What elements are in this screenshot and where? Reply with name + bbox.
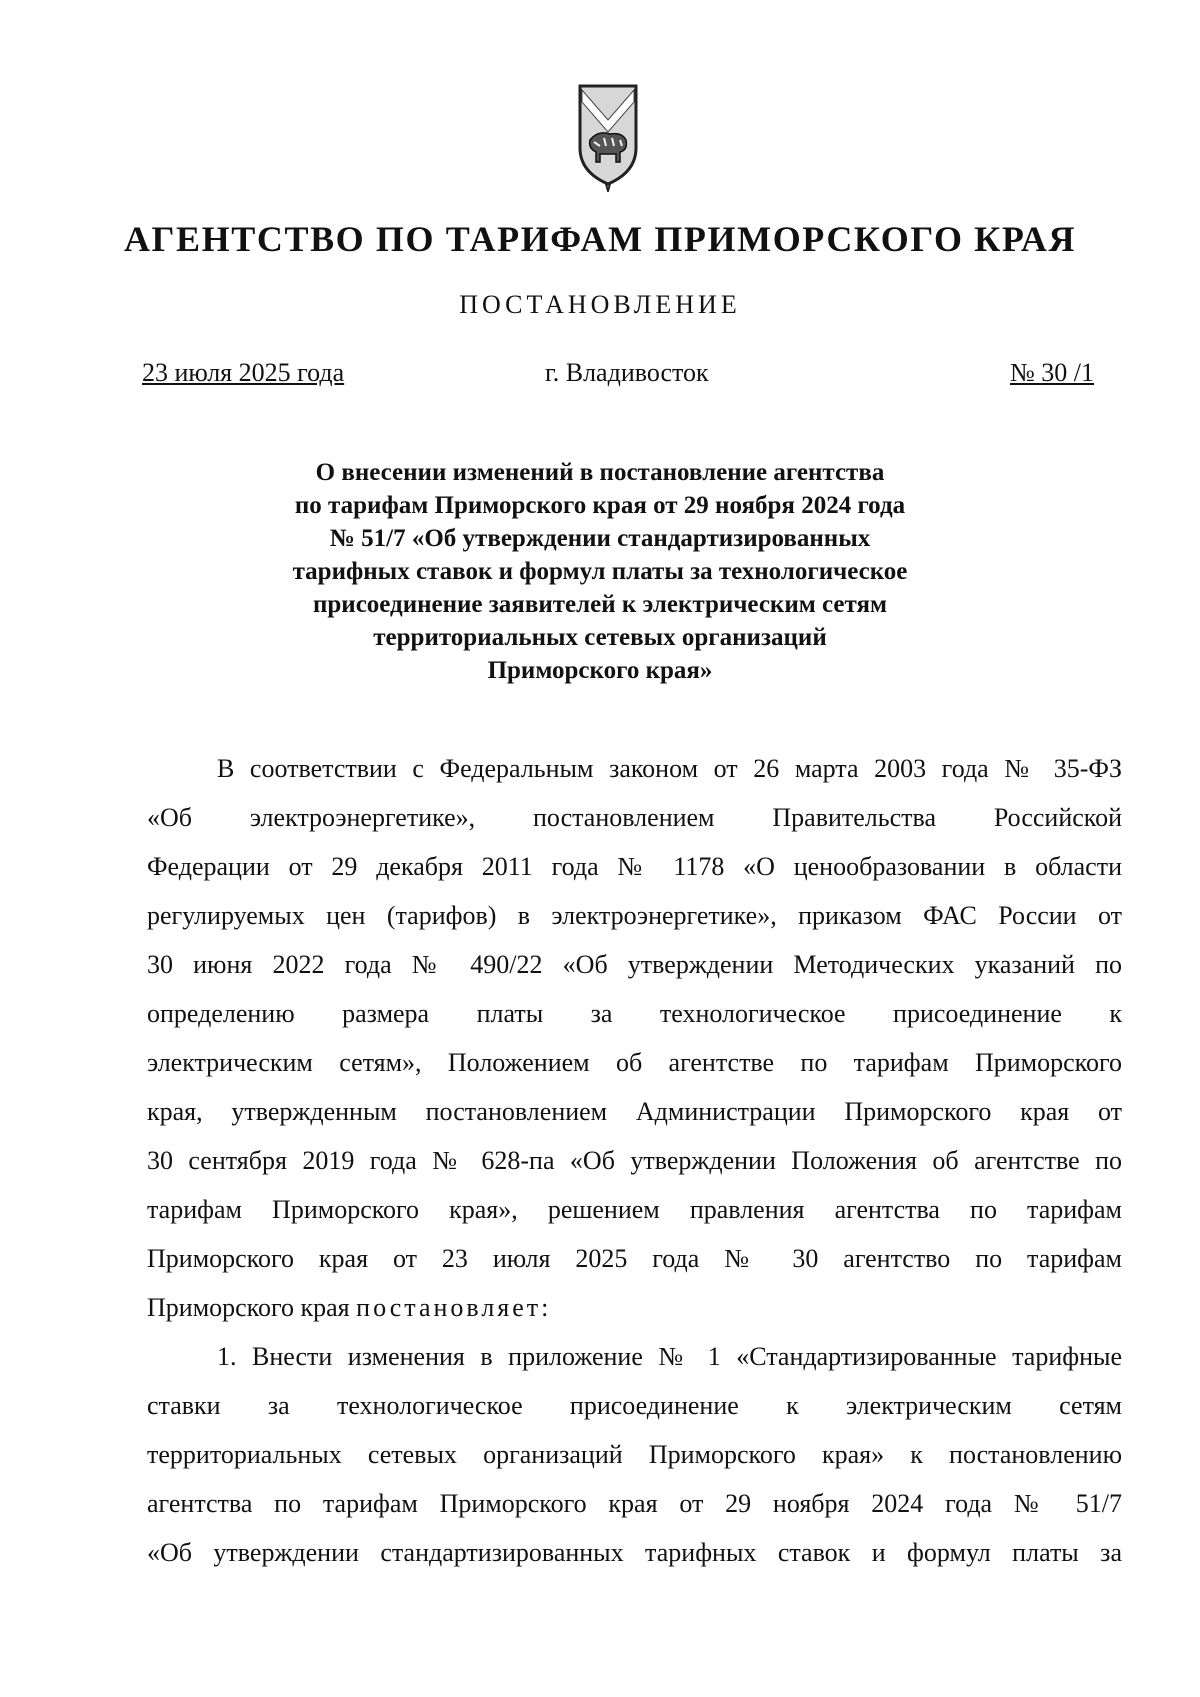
document-title	[0, 456, 1200, 687]
body-line: территориальных сетевых организаций Приморского края» к постановлению	[147, 1440, 1122, 1469]
body-line: ставки за технологическое присоединение к электрическим сетям	[147, 1391, 1122, 1420]
body-text: Приморского края	[147, 1293, 357, 1322]
document-number: № 30 /1	[1010, 358, 1095, 387]
title-line: О внесении изменений в постановление агентства	[315, 459, 885, 486]
title-line: присоединение заявителей к электрическим сетям	[312, 591, 888, 618]
title-line: тарифных ставок и формул платы за технологическое	[292, 558, 908, 585]
title-line: территориальных сетевых организаций	[373, 624, 827, 651]
body-line: 30 июня 2022 года № 490/22 «Об утверждении Методических указаний по	[147, 950, 1122, 979]
body-line	[147, 1283, 1122, 1332]
document-city: г. Владивосток	[545, 358, 709, 387]
body-line: электрическим сетям», Положением об агентстве по тарифам Приморского	[147, 1048, 1122, 1077]
document-date: 23 июля 2025 года	[142, 358, 345, 387]
body-line: края, утвержденным постановлением Администрации Приморского края от	[147, 1097, 1122, 1126]
body-line: «Об электроэнергетике», постановлением Правительства Российской	[147, 803, 1122, 832]
body-line: регулируемых цен (тарифов) в электроэнергетике», приказом ФАС России от	[147, 901, 1122, 930]
title-line: № 51/7 «Об утверждении стандартизированных	[329, 525, 871, 552]
body-line: агентства по тарифам Приморского края от 29 ноября 2024 года № 51/7	[147, 1489, 1122, 1518]
title-line: по тарифам Приморского края от 29 ноября 2024 года	[294, 492, 906, 519]
body-line: Федерации от 29 декабря 2011 года № 1178 «О ценообразовании в области	[147, 852, 1122, 881]
body-line: тарифам Приморского края», решением правления агентства по тарифам	[147, 1195, 1122, 1224]
coat-of-arms-icon	[576, 80, 640, 192]
agency-name: АГЕНТСТВО ПО ТАРИФАМ ПРИМОРСКОГО КРАЯ	[123, 219, 1077, 259]
body-line: В соответствии с Федеральным законом от 26 марта 2003 года № 35-ФЗ	[217, 754, 1122, 783]
body-line: «Об утверждении стандартизированных тарифных ставок и формул платы за	[147, 1538, 1122, 1567]
body-line: определению размера платы за технологическое присоединение к	[147, 999, 1122, 1028]
document-body	[147, 744, 1122, 1577]
title-line: Приморского края»	[487, 657, 713, 684]
body-line: 30 сентября 2019 года № 628-па «Об утверждении Положения об агентстве по	[147, 1146, 1122, 1175]
body-line: 1. Внести изменения в приложение № 1 «Стандартизированные тарифные	[217, 1342, 1122, 1371]
document-type: ПОСТАНОВЛЕНИЕ	[459, 290, 741, 319]
resolves-word: постановляет:	[356, 1293, 552, 1322]
body-line: Приморского края от 23 июля 2025 года № 30 агентство по тарифам	[147, 1244, 1122, 1273]
